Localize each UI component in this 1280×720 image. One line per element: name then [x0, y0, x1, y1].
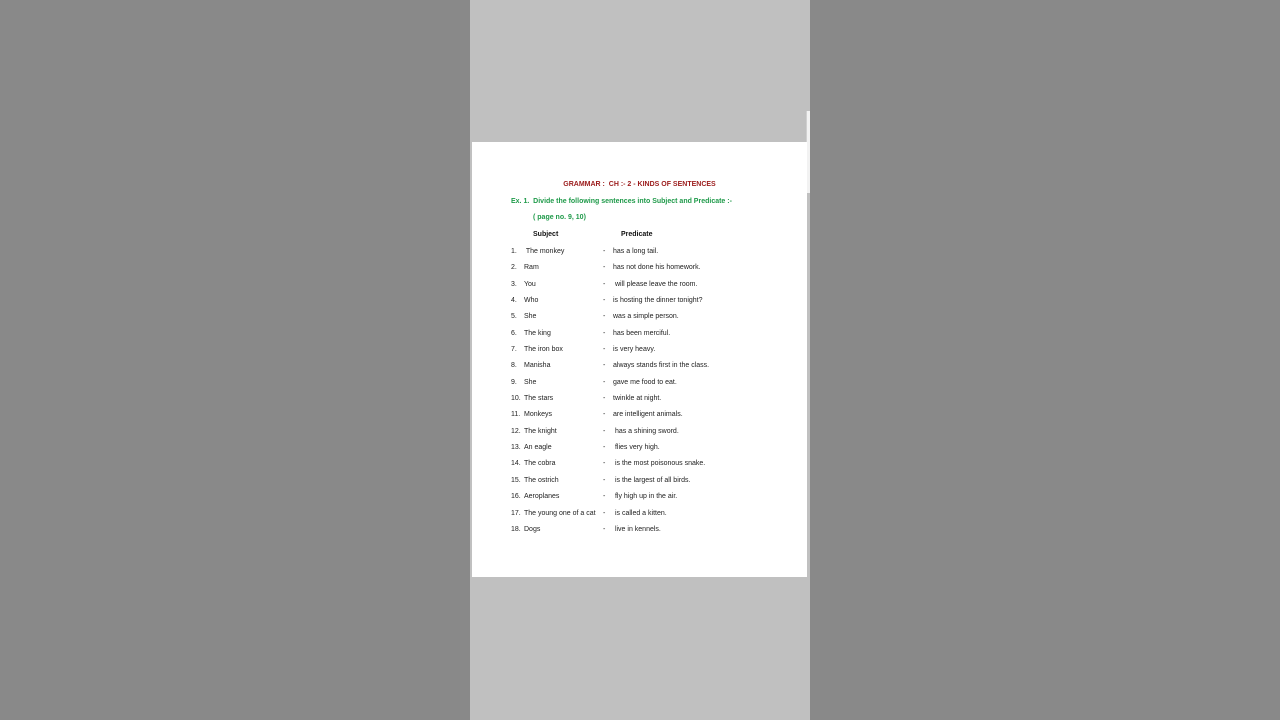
row-predicate: always stands first in the class.	[613, 362, 710, 370]
row-number: 2.	[511, 264, 517, 272]
row-subject: The stars	[524, 395, 554, 403]
row-subject: She	[524, 313, 537, 321]
row-subject: The cobra	[524, 460, 556, 468]
row-dash: -	[603, 329, 606, 337]
row-dash: -	[603, 460, 606, 468]
row-subject: Manisha	[524, 362, 551, 370]
row-dash: -	[603, 280, 606, 288]
row-subject: The king	[524, 329, 551, 337]
row-predicate: is the most poisonous snake.	[613, 460, 706, 468]
row-number: 7.	[511, 346, 517, 354]
sentence-row	[472, 395, 807, 411]
row-subject: An eagle	[524, 444, 552, 452]
row-number: 9.	[511, 378, 517, 386]
row-dash: -	[603, 313, 606, 321]
row-predicate: is hosting the dinner tonight?	[613, 297, 703, 305]
row-number: 10.	[511, 395, 521, 403]
row-dash: -	[603, 395, 606, 403]
row-subject: She	[524, 378, 537, 386]
page-title: GRAMMAR : CH :- 2 - KINDS OF SENTENCES	[563, 181, 716, 188]
row-predicate: is very heavy.	[613, 346, 656, 354]
row-dash: -	[603, 297, 606, 305]
row-number: 17.	[511, 509, 521, 517]
row-number: 18.	[511, 525, 521, 533]
sentence-list	[472, 248, 807, 542]
row-predicate: will please leave the room.	[613, 280, 698, 288]
row-number: 15.	[511, 476, 521, 484]
row-number: 3.	[511, 280, 517, 288]
row-dash: -	[603, 248, 606, 255]
row-subject: Ram	[524, 264, 539, 272]
row-number: 6.	[511, 329, 517, 337]
row-predicate: flies very high.	[613, 444, 660, 452]
row-number: 14.	[511, 460, 521, 468]
row-predicate: has been merciful.	[613, 329, 671, 337]
row-number: 11.	[511, 411, 521, 419]
sentence-row	[472, 526, 807, 542]
row-subject: You	[524, 280, 536, 288]
row-predicate: fly high up in the air.	[613, 493, 678, 501]
row-dash: -	[603, 346, 606, 354]
row-number: 1.	[511, 248, 517, 255]
right-letterbox	[810, 0, 1280, 720]
sentence-row	[472, 411, 807, 427]
row-subject: The iron box	[524, 346, 563, 354]
row-subject: The knight	[524, 427, 557, 435]
row-number: 16.	[511, 493, 521, 501]
row-predicate: has a long tail.	[613, 248, 659, 255]
sentence-row	[472, 428, 807, 444]
row-number: 13.	[511, 444, 521, 452]
left-letterbox	[0, 0, 470, 720]
row-dash: -	[603, 427, 606, 435]
row-number: 4.	[511, 297, 517, 305]
row-predicate: gave me food to eat.	[613, 378, 677, 386]
sentence-row	[472, 346, 807, 362]
predicate-column-header: Predicate	[621, 231, 653, 238]
sentence-row	[472, 297, 807, 313]
row-predicate: is called a kitten.	[613, 509, 667, 517]
row-subject: Who	[524, 297, 539, 305]
sentence-row	[472, 248, 807, 264]
row-dash: -	[603, 476, 606, 484]
row-subject: The young one of a cat	[524, 509, 596, 517]
subject-column-header: Subject	[533, 231, 559, 238]
row-dash: -	[603, 362, 606, 370]
row-number: 5.	[511, 313, 517, 321]
row-dash: -	[603, 444, 606, 452]
sentence-row	[472, 493, 807, 509]
row-predicate: was a simple person.	[613, 313, 679, 321]
sentence-row	[472, 264, 807, 280]
row-dash: -	[603, 525, 606, 533]
sentence-row	[472, 477, 807, 493]
row-subject: Aeroplanes	[524, 493, 560, 501]
sentence-row	[472, 281, 807, 297]
sentence-row	[472, 379, 807, 395]
row-predicate: are intelligent animals.	[613, 411, 683, 419]
page-reference: ( page no. 9, 10)	[533, 214, 586, 221]
row-dash: -	[603, 509, 606, 517]
row-dash: -	[603, 411, 606, 419]
row-predicate: is the largest of all birds.	[613, 476, 691, 484]
row-dash: -	[603, 264, 606, 272]
row-predicate: twinkle at night.	[613, 395, 662, 403]
row-subject: Monkeys	[524, 411, 553, 419]
row-predicate: has not done his homework.	[613, 264, 701, 272]
exercise-heading: Ex. 1. Divide the following sentences into Subject and Predicate :-	[511, 198, 732, 205]
sentence-row	[472, 362, 807, 378]
row-predicate: has a shining sword.	[613, 427, 679, 435]
sentence-row	[472, 460, 807, 476]
row-predicate: live in kennels.	[613, 525, 661, 533]
sentence-row	[472, 330, 807, 346]
sentence-row	[472, 444, 807, 460]
row-subject: The ostrich	[524, 476, 559, 484]
row-dash: -	[603, 378, 606, 386]
row-subject: Dogs	[524, 525, 541, 533]
row-dash: -	[603, 493, 606, 501]
row-subject: The monkey	[524, 248, 565, 255]
row-number: 12.	[511, 427, 521, 435]
row-number: 8.	[511, 362, 517, 370]
sentence-row	[472, 313, 807, 329]
document-page	[472, 142, 807, 577]
sentence-row	[472, 510, 807, 526]
